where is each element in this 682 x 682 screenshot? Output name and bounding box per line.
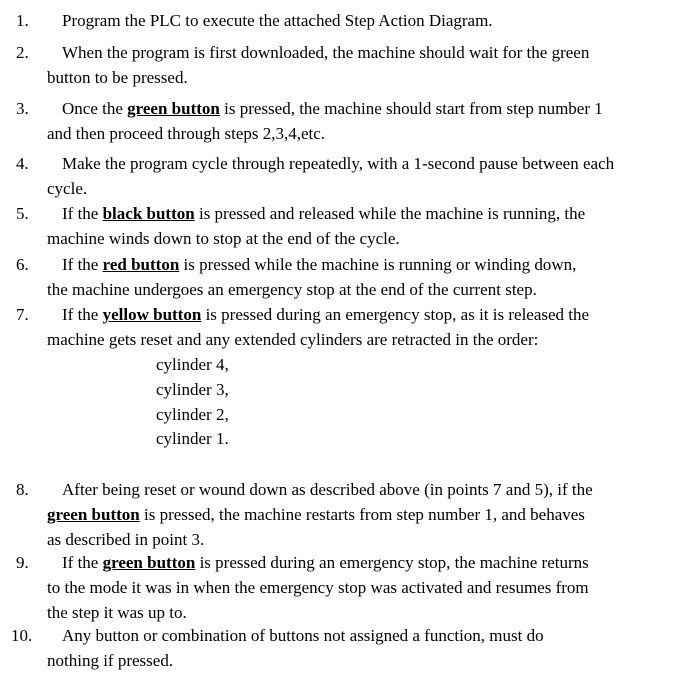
item-number: 2. [16, 43, 29, 62]
item-number: 5. [16, 204, 29, 223]
item-number: 6. [16, 255, 29, 274]
item-text-pre: Once the [62, 99, 128, 118]
green-button-label: green button [47, 505, 140, 524]
item-text-post: is pressed during an emergency stop, the machine returns [195, 553, 589, 572]
item-text-line-1 [62, 202, 585, 227]
item-text-post: is pressed while the machine is running or winding down, [179, 255, 577, 274]
cylinder-order-item: cylinder 4, [156, 355, 229, 374]
item-text-line-2: button to be pressed. [47, 68, 188, 87]
item-number: 3. [16, 99, 29, 118]
item-text-line-2: cycle. [47, 179, 88, 198]
red-button-label: red button [102, 255, 180, 274]
item-text-pre: If the [62, 204, 103, 223]
item-text-line-2: and then proceed through steps 2,3,4,etc. [47, 124, 326, 143]
cylinder-order-item: cylinder 1. [156, 429, 229, 448]
item-text-line-1 [62, 551, 589, 576]
item-text-pre: If the [62, 305, 103, 324]
item-number: 4. [16, 154, 29, 173]
item-text-line-1 [62, 303, 589, 328]
item-text-post: is pressed during an emergency stop, as it is released the [201, 305, 590, 324]
item-text-line-1 [62, 97, 603, 122]
item-text-post: is pressed, the machine should start from step number 1 [219, 99, 603, 118]
black-button-label: black button [102, 204, 195, 223]
green-button-label: green button [102, 553, 196, 572]
item-text-pre: If the [62, 553, 103, 572]
item-text-line-2: the machine undergoes an emergency stop at the end of the current step. [47, 280, 537, 299]
item-text-line-1: After being reset or wound down as described above (in points 7 and 5), if the [62, 480, 593, 499]
item-text-line-2: machine winds down to stop at the end of the cycle. [47, 229, 400, 248]
item-text: Program the PLC to execute the attached Step Action Diagram. [62, 11, 493, 30]
item-text-pre: If the [62, 255, 103, 274]
item-text-post: is pressed, the machine restarts from step number 1, and behaves [139, 505, 585, 524]
item-number: 1. [16, 11, 29, 30]
item-text-line-1: When the program is first downloaded, the machine should wait for the green [62, 43, 590, 62]
item-number: 9. [16, 553, 29, 572]
item-text-line-2: nothing if pressed. [47, 651, 174, 670]
item-text-line-3: the step it was up to. [47, 603, 187, 622]
item-text-line-2: machine gets reset and any extended cylinders are retracted in the order: [47, 330, 539, 349]
item-text-post: is pressed and released while the machine is running, the [194, 204, 586, 223]
item-text-line-1: Any button or combination of buttons not assigned a function, must do [62, 626, 544, 645]
cylinder-order-item: cylinder 2, [156, 405, 229, 424]
item-number: 8. [16, 480, 29, 499]
item-text-line-1: Make the program cycle through repeatedly, with a 1-second pause between each [62, 154, 615, 173]
item-number: 10. [11, 626, 33, 645]
cylinder-order-item: cylinder 3, [156, 380, 229, 399]
item-number: 7. [16, 305, 29, 324]
item-text-line-2 [47, 503, 585, 528]
item-text-line-3: as described in point 3. [47, 530, 205, 549]
yellow-button-label: yellow button [102, 305, 202, 324]
item-text-line-2: to the mode it was in when the emergency stop was activated and resumes from [47, 578, 589, 597]
item-text-line-1 [62, 253, 576, 278]
green-button-label: green button [127, 99, 220, 118]
